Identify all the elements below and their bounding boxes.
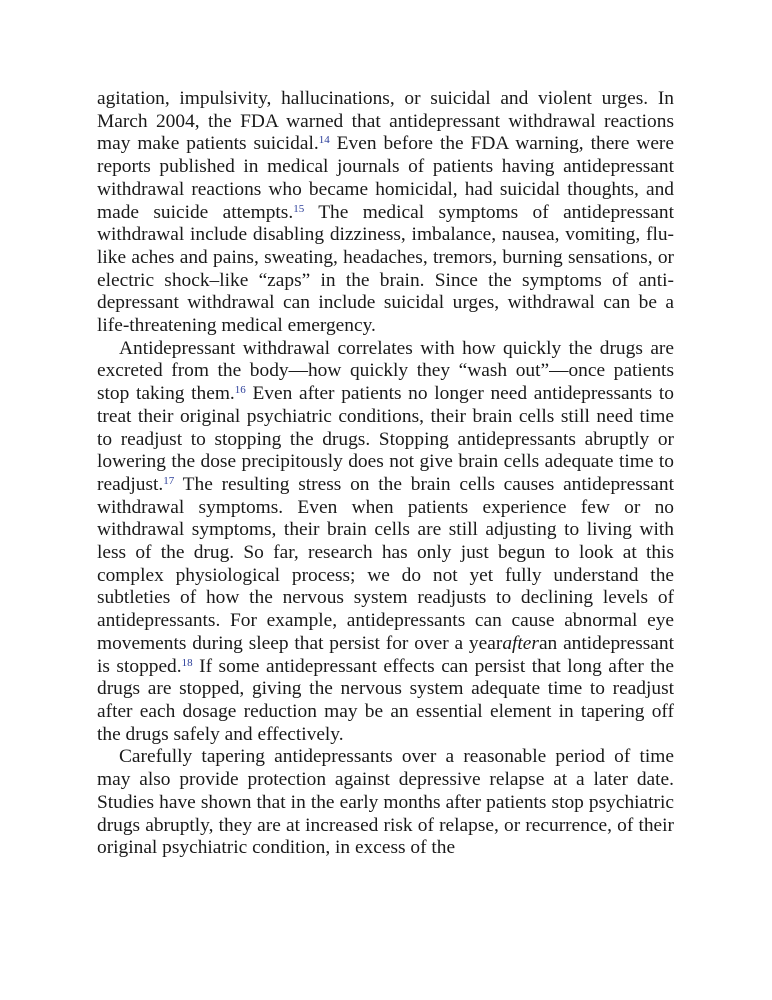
text-run: Carefully tapering antidepressants over a reasonable period of time may also provide protection against depressive relapse at a later date. Studies have shown that in the early months after patients stop psychiatric drugs abruptly, they are at increased risk of relapse, or recurrence, of their original psychiatric condition, in excess of the	[97, 746, 674, 859]
text-run: an antidepressant is stopped.	[97, 632, 674, 677]
text-run: If some antidepressant effects can persist that long after the drugs are stopped, giving the nervous system adequate time to readjust after each dosage reduction may be an essential element in tapering off the drugs safely and effectively.	[97, 655, 674, 745]
text-run: Even after patients no longer need antidepressants to treat their original psychiatric conditions, their brain cells still need time to readjust to stopping the drugs. Stopping antidepressants abruptly or lowering the dose precipitously does not give brain cells adequate time to readjust.	[97, 383, 674, 495]
paragraph-2	[97, 338, 674, 747]
text-run: Antidepressant withdrawal correlates with how quickly the drugs are excreted from the body—how quickly they “wash out”—once patients stop taking them.	[97, 337, 674, 405]
emphasis-text: after	[502, 632, 539, 654]
text-run: Even before the FDA warning, there were reports published in medical journals of patients having antidepressant withdrawal reactions who became homicidal, had suicidal thoughts, and made suicide attempts.	[97, 133, 674, 223]
page-body	[97, 88, 674, 860]
footnote-marker: 17	[163, 474, 175, 487]
footnote-marker: 16	[234, 384, 246, 397]
paragraph-3	[97, 746, 674, 860]
text-run: The resulting stress on the brain cells causes antidepressant withdrawal symptoms. Even when patients experience few or no withdrawal symptoms, their brain cells are still adjusting to living with less of the drug. So far, research has only just begun to look at this complex physiological process; we do not yet fully understand the subtleties of how the nervous system readjusts to declining levels of antidepressants. For example, antidepressants can cause abnormal eye movements during sleep that persist for over a year	[97, 473, 674, 654]
paragraph-1	[97, 88, 674, 338]
footnote-marker: 15	[293, 202, 305, 215]
text-run: agitation, impulsivity, hallucinations, or suicidal and violent urges. In March 2004, the FDA warned that antidepressant withdrawal reactions may make patients suicidal.	[97, 88, 674, 155]
footnote-marker: 14	[318, 134, 330, 147]
text-run: The medical symptoms of antidepressant withdrawal include disabling dizziness, imbalance, nausea, vomiting, flu-like aches and pains, sweating, headaches, tremors, burning sensations, or electric shock–like “zaps” in the brain. Since the symptoms of anti-depressant withdrawal can include suicidal urges, withdrawal can be a life-threatening medical emergency.	[97, 201, 674, 337]
footnote-marker: 18	[181, 656, 193, 669]
